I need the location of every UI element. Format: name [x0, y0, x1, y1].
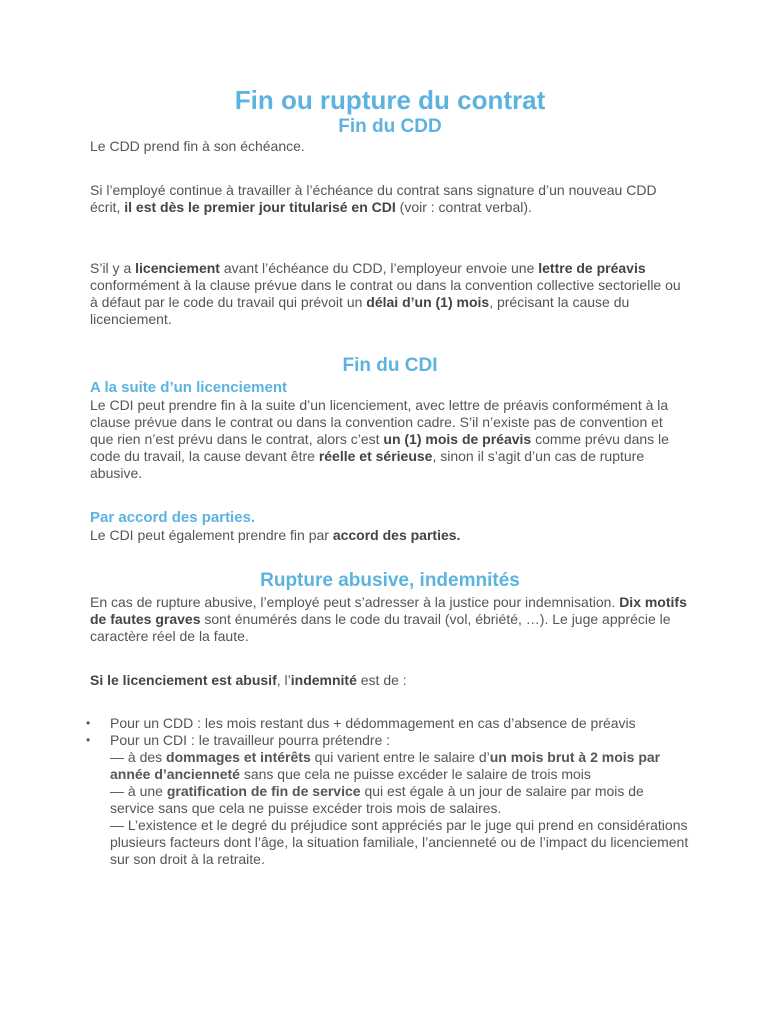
section-heading-rupture-abusive: Rupture abusive, indemnités: [260, 570, 520, 591]
bullet-icon: •: [86, 733, 91, 747]
cdi-intro-line: Pour un CDI : le travailleur pourra prétendre :: [110, 732, 391, 748]
cdi-gratification-line: — à une gratification de fin de service qui est égale à un jour de salaire par mois de service sans que cela ne puisse excéder trois mois de salaires.: [110, 783, 644, 816]
section-heading-fin-cdi: Fin du CDI: [342, 355, 438, 376]
list-item-cdi: [86, 732, 690, 868]
paragraph-cdi-accord: Le CDI peut également prendre fin par accord des parties.: [90, 527, 461, 543]
section-heading-fin-cdd: Fin du CDD: [338, 116, 442, 137]
subheading-accord-parties: Par accord des parties.: [90, 509, 256, 526]
indemnity-list: [86, 715, 690, 868]
cdi-dommages-line: — à des dommages et intérêts qui varient entre le salaire d’un mois brut à 2 mois par année d’ancienneté sans que cela ne puisse excéder le salaire de trois mois: [110, 749, 661, 782]
subheading-licenciement: A la suite d’un licenciement: [90, 379, 287, 396]
page-title: Fin ou rupture du contrat: [234, 85, 546, 115]
paragraph-indemnite-intro: Si le licenciement est abusif, l’indemnité est de :: [90, 672, 407, 688]
bullet-icon: •: [86, 716, 91, 730]
paragraph-cdd-titularise: Si l’employé continue à travailler à l’échéance du contrat sans signature d’un nouveau CDD écrit, il est dès le premier jour titularisé en CDI (voir : contrat verbal).: [90, 182, 657, 215]
list-item-cdd: • Pour un CDD : les mois restant dus + dédommagement en cas d’absence de préavis: [86, 715, 636, 731]
paragraph-rupture-abusive: En cas de rupture abusive, l’employé peut s’adresser à la justice pour indemnisation. Dix motifs de fautes graves sont énumérés dans le code du travail (vol, ébriété, …). Le juge apprécie le caractère réel de la faute.: [90, 594, 687, 644]
paragraph-cdd-licenciement: S’il y a licenciement avant l’échéance du CDD, l’employeur envoie une lettre de préavis conformément à la clause prévue dans le contrat ou dans la convention collective sectorielle ou à défaut par le code du travail qui prévoit un délai d’un (1) mois, précisant la cause du licenciement.: [90, 260, 681, 327]
cdi-prejudice-line: — L’existence et le degré du préjudice sont appréciés par le juge qui prend en considérations plusieurs facteurs dont l’âge, la situation familiale, l’ancienneté ou de l’impact du licenciement sur son droit à la retraite.: [110, 817, 689, 867]
paragraph-cdd-echeance: Le CDD prend fin à son échéance.: [90, 138, 305, 154]
paragraph-cdi-licenciement: Le CDI peut prendre fin à la suite d’un licenciement, avec lettre de préavis conformément à la clause prévue dans le contrat ou dans la convention cadre. S’il n’existe pas de convention et que rien n’est prévu dans le contrat, alors c’est un (1) mois de préavis comme prévu dans le code du travail, la cause devant être réelle et sérieuse, sinon il s’agit d’un cas de rupture abusive.: [90, 397, 669, 481]
